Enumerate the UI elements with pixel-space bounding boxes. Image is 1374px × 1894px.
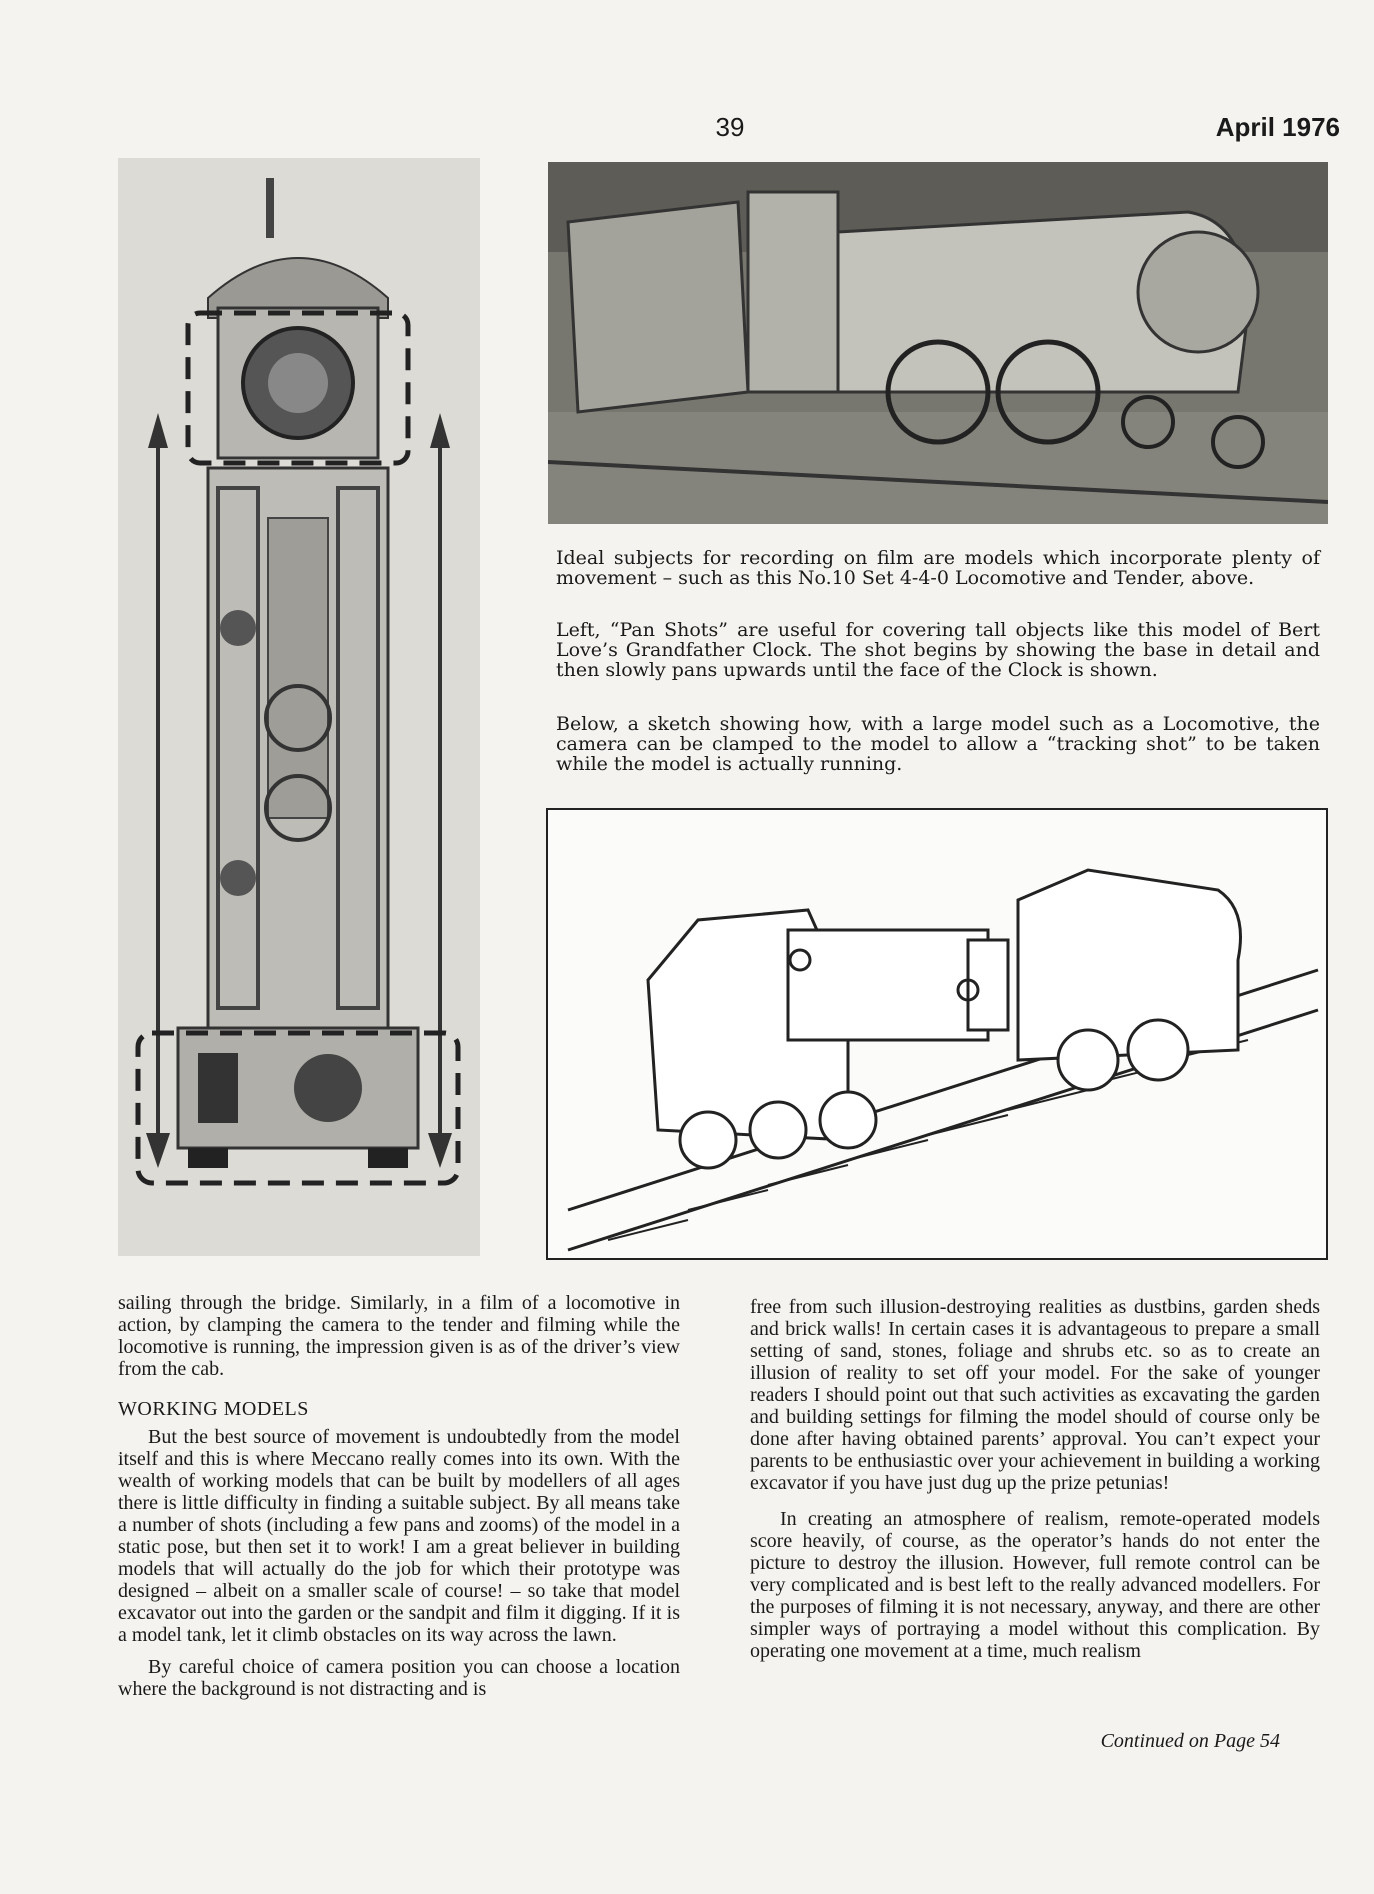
- article-column-1: [118, 1292, 680, 1700]
- continued-note: Continued on Page 54: [1100, 1730, 1280, 1752]
- caption-locomotive: Ideal subjects for recording on film are models which incorporate plenty of movement – such as this No.10 Set 4-4-0 Locomotive and Tender, above.: [556, 547, 1320, 589]
- page-number: 39: [715, 112, 745, 142]
- issue-date: April 1976: [1215, 112, 1340, 142]
- tracking-shot-sketch: [546, 808, 1328, 1260]
- grandfather-clock-photo: [118, 158, 480, 1256]
- article-column-2: [750, 1296, 1320, 1662]
- caption-clock: Left, “Pan Shots” are useful for covering tall objects like this model of Bert Love’s Grandfather Clock. The shot begins by showing the base in detail and then slowly pans upwards until the face of the Clock is shown.: [556, 619, 1320, 681]
- section-heading: WORKING MODELS: [118, 1398, 309, 1420]
- article-paragraph: By careful choice of camera position you can choose a location where the background is not distracting and is: [118, 1656, 680, 1700]
- article-paragraph: But the best source of movement is undoubtedly from the model itself and this is where Meccano really comes into its own. With the wealth of working models that can be built by modellers of all ages there is little difficulty in finding a suitable subject. By all means take a number of shots (including a few pans and zooms) of the model in a static pose, but then set it to work! I am a great believer in building models that will actually do the job for which their prototype was designed – albeit on a smaller scale of course! – so take that model excavator out into the garden or the sandpit and film it digging. If it is a model tank, let it climb obstacles on its way across the lawn.: [118, 1426, 680, 1646]
- caption-sketch: Below, a sketch showing how, with a large model such as a Locomotive, the camera can be clamped to the model to allow a “tracking shot” to be taken while the model is actually running.: [556, 713, 1320, 775]
- article-paragraph: free from such illusion-destroying realities as dustbins, garden sheds and brick walls! In certain cases it is advantageous to prepare a small setting of sand, stones, foliage and shrubs etc. so as to create an illusion of reality to set off your model. For the sake of younger readers I should point out that such activities as excavating the garden and building settings for filming the model should of course only be done after having obtained parents’ approval. You can’t expect your parents to be enthusiastic over your achievement in building a working excavator if you have just dug up the prize petunias!: [750, 1296, 1320, 1494]
- locomotive-photo: [548, 162, 1328, 524]
- article-paragraph: sailing through the bridge. Similarly, in a film of a locomotive in action, by clamping the camera to the tender and filming while the locomotive is running, the impression given is as of the driver’s view from the cab.: [118, 1292, 680, 1380]
- article-paragraph: In creating an atmosphere of realism, remote-operated models score heavily, of course, as the operator’s hands do not enter the picture to destroy the illusion. However, full remote control can be very complicated and is best left to the really advanced modellers. For the purposes of filming it is not necessary, anyway, and there are other simpler ways of portraying a model without this complication. By operating one movement at a time, much realism: [750, 1508, 1320, 1662]
